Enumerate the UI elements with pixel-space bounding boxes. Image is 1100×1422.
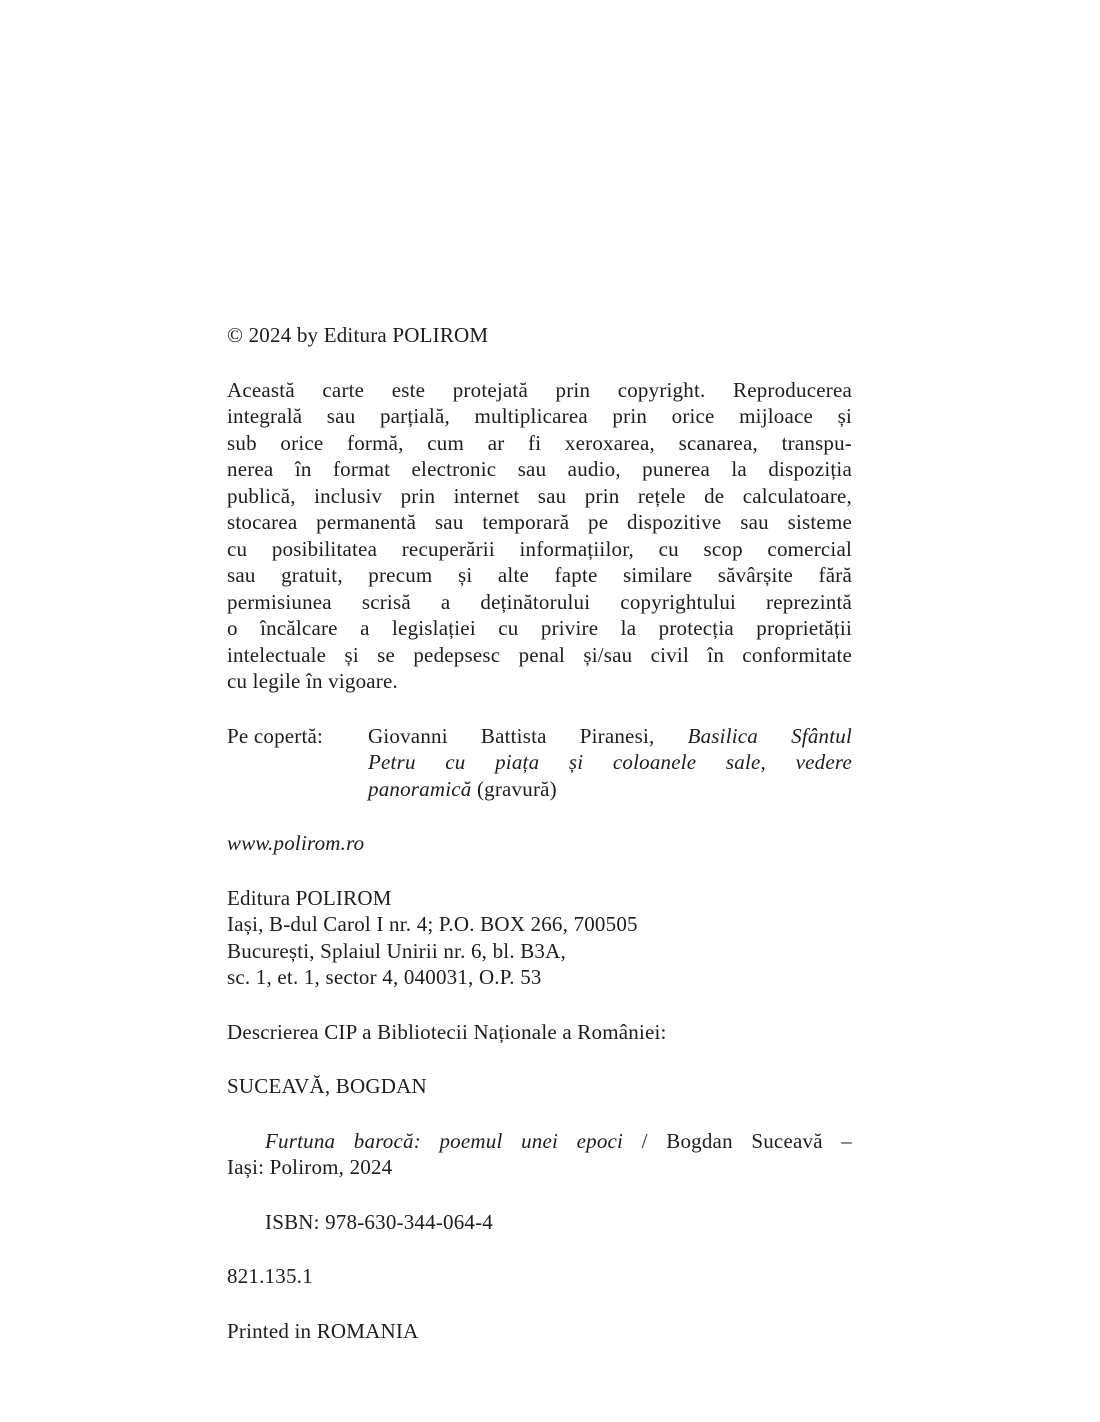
cover-credit-line: Petru cu piața și coloanele sale, vedere [368, 750, 852, 774]
notice-line: o încălcare a legislației cu privire la protecția proprietății [227, 616, 852, 640]
notice-line: Această carte este protejată prin copyright. Reproducerea [227, 377, 852, 402]
cover-credit-description [368, 723, 852, 803]
cip-heading: Descrierea CIP a Bibliotecii Naționale a României: [227, 1019, 667, 1044]
notice-line: permisiunea scrisă a deținătorului copyrightului reprezintă [227, 589, 852, 614]
notice-line: publică, inclusiv prin internet sau prin rețele de calculatoare, [227, 483, 852, 508]
printed-in-line: Printed in ROMANIA [227, 1318, 419, 1343]
cip-entry-line: Iași: Polirom, 2024 [227, 1155, 393, 1179]
notice-line: sub orice formă, cum ar fi xeroxarea, scanarea, transpu- [227, 430, 852, 455]
book-author-statement: / Bogdan Suceavă – [623, 1128, 852, 1153]
cover-credit [227, 723, 852, 803]
cover-artwork-title: Basilica Sfântul [687, 723, 853, 748]
publisher-address-line: sc. 1, et. 1, sector 4, 040031, O.P. 53 [227, 965, 542, 989]
publisher-address-line: București, Splaiul Unirii nr. 6, bl. B3A, [227, 938, 566, 963]
cover-credit-label: Pe copertă: [227, 723, 324, 748]
publisher-name: Editura POLIROM [227, 885, 392, 910]
cover-artwork-title-end: panoramică [368, 776, 472, 801]
cover-credit-line [368, 776, 852, 803]
notice-line: intelectuale și se pedepsesc penal și/sau civil în conformitate [227, 642, 852, 667]
cip-entry [227, 1128, 852, 1181]
notice-line: stocarea permanentă sau temporară pe dispozitive sau sisteme [227, 510, 852, 534]
publisher-address-block [227, 885, 852, 991]
text-column [227, 322, 852, 1344]
cip-entry-line [227, 1128, 852, 1155]
notice-line-last: cu legile în vigoare. [227, 669, 398, 693]
notice-line: integrală sau parțială, multiplicarea prin orice mijloace și [227, 404, 852, 428]
udc-classification: 821.135.1 [227, 1264, 313, 1288]
notice-line: sau gratuit, precum și alte fapte similare săvârșite fără [227, 563, 852, 587]
publisher-website: www.polirom.ro [227, 831, 365, 855]
publisher-address-line: Iași, B-dul Carol I nr. 4; P.O. BOX 266, 700505 [227, 912, 638, 936]
cover-medium: (gravură) [471, 776, 557, 801]
book-title: Furtuna barocă: poemul unei epoci [265, 1128, 624, 1153]
cover-artist: Giovanni Battista Piranesi, [368, 723, 688, 748]
cip-author: SUCEAVĂ, BOGDAN [227, 1074, 427, 1098]
isbn-line: ISBN: 978-630-344-064-4 [265, 1209, 494, 1234]
copyright-notice-paragraph [227, 377, 852, 695]
copyright-line: © 2024 by Editura POLIROM [227, 323, 489, 347]
cover-credit-line [368, 723, 852, 750]
notice-line: nerea în format electronic sau audio, punerea la dispoziția [227, 457, 852, 481]
notice-line: cu posibilitatea recuperării informațiilor, cu scop comercial [227, 536, 852, 561]
